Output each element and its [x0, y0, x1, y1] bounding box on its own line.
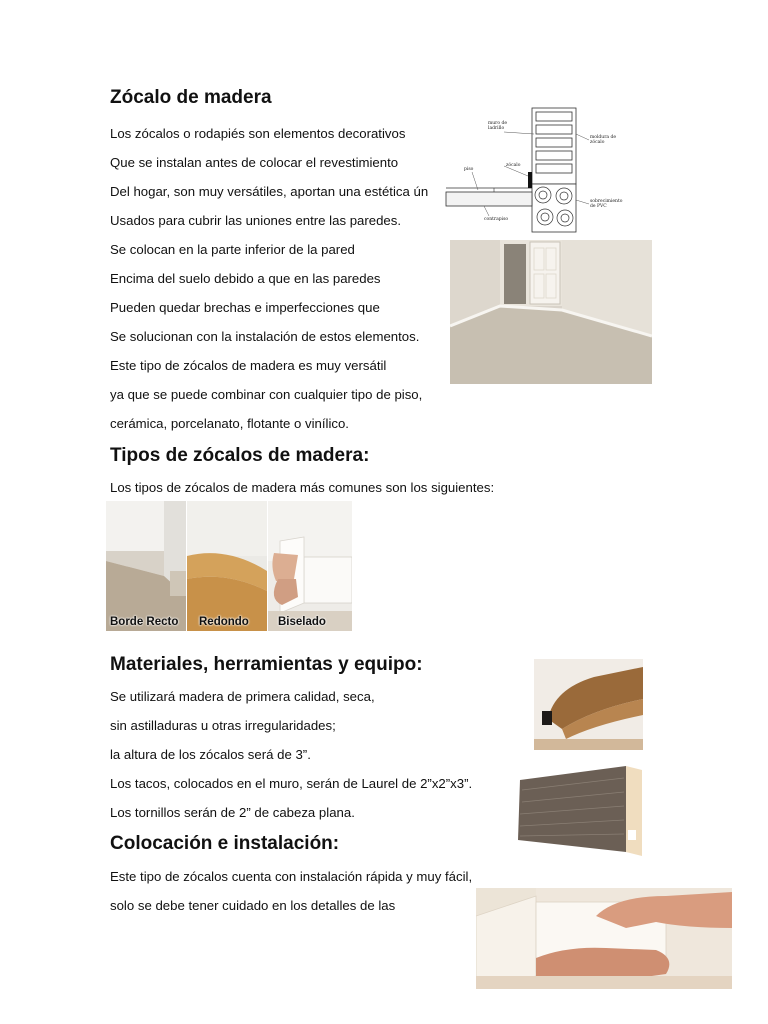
body-line: Pueden quedar brechas e imperfecciones que: [110, 300, 380, 315]
diagram-label-wall: muro de: [488, 121, 507, 126]
type-borde-recto: [106, 501, 186, 631]
body-line: Los zócalos o rodapiés son elementos decorativos: [110, 126, 406, 141]
body-line: sin astilladuras u otras irregularidades;: [110, 718, 336, 733]
diagram-label-bracket: zócalo: [506, 163, 521, 168]
type-redondo: [187, 501, 267, 631]
body-line: Los tornillos serán de 2” de cabeza plana.: [110, 805, 355, 820]
body-line: ya que se puede combinar con cualquier tipo de piso,: [110, 387, 423, 402]
body-line: Los tacos, colocados en el muro, serán de Laurel de 2”x2”x3”.: [110, 776, 473, 791]
body-line: Encima del suelo debido a que en las paredes: [110, 271, 381, 286]
body-line: Que se instalan antes de colocar el revestimiento: [110, 155, 399, 170]
body-line: Usados para cubrir las uniones entre las paredes.: [110, 213, 402, 228]
diagram-label-base: sobrecimiento: [590, 199, 623, 204]
section-heading-zocalo: Zócalo de madera: [110, 87, 272, 108]
room-photo: [450, 240, 652, 384]
installation-photo: [476, 888, 732, 989]
body-line: Este tipo de zócalos cuenta con instalación rápida y muy fácil,: [110, 869, 473, 884]
oak-skirting-photo: [514, 760, 644, 868]
section-heading-materiales: Materiales, herramientas y equipo:: [110, 654, 423, 675]
body-line: Se solucionan con la instalación de estos elementos.: [110, 329, 420, 344]
body-line: la altura de los zócalos será de 3”.: [110, 747, 311, 762]
body-line: Se utilizará madera de primera calidad, seca,: [110, 689, 375, 704]
diagram-label-floor: piso: [464, 167, 474, 172]
skirting-types-image: [106, 501, 352, 631]
diagram-label-subfloor: contrapiso: [484, 217, 509, 222]
rounded-skirting-photo: [534, 659, 643, 750]
type-label: Borde Recto: [110, 616, 179, 628]
type-label: Biselado: [278, 616, 326, 628]
body-line: cerámica, porcelanato, flotante o vinílico.: [110, 416, 349, 431]
diagram-label-wall-2: ladrillo: [488, 126, 505, 131]
diagram-label-rail-2: zócalo: [590, 140, 605, 145]
diagram-label-base-2: de PVC: [590, 204, 607, 209]
skirting-section-diagram: [444, 104, 628, 234]
type-biselado: [268, 501, 352, 631]
body-line: Los tipos de zócalos de madera más comunes son los siguientes:: [110, 480, 495, 495]
body-line: solo se debe tener cuidado en los detalles de las: [110, 898, 396, 913]
diagram-label-rail: moldura de: [590, 135, 617, 140]
body-line: Se colocan en la parte inferior de la pared: [110, 242, 355, 257]
body-line: Este tipo de zócalos de madera es muy versátil: [110, 358, 387, 373]
body-line: Del hogar, son muy versátiles, aportan una estética ún: [110, 184, 429, 199]
section-heading-tipos: Tipos de zócalos de madera:: [110, 445, 370, 466]
type-label: Redondo: [199, 616, 249, 628]
section-heading-colocacion: Colocación e instalación:: [110, 833, 340, 854]
